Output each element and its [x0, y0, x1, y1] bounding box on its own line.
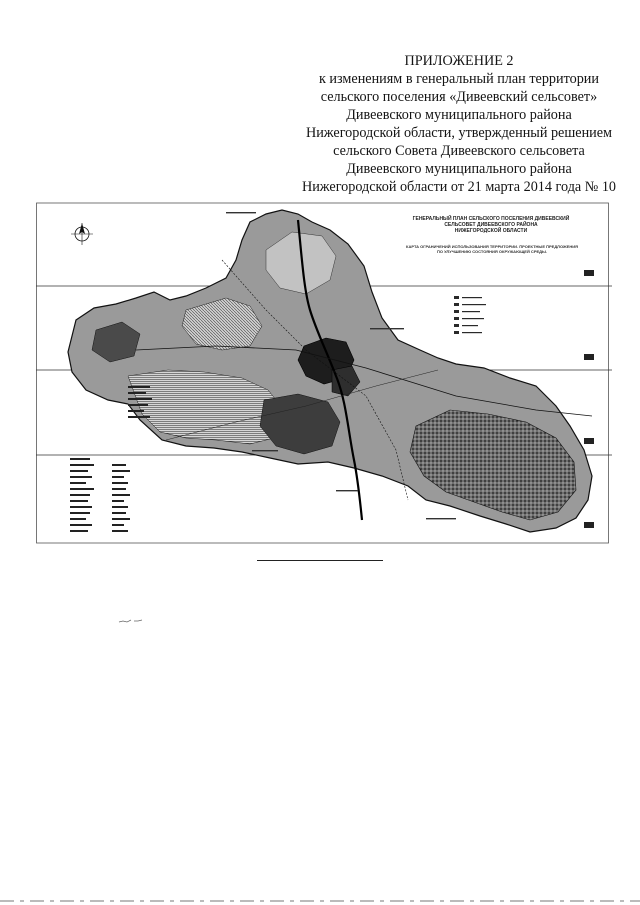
map-title: ГЕНЕРАЛЬНЫЙ ПЛАН СЕЛЬСКОГО ПОСЕЛЕНИЯ ДИВЕЕВСКИЙ СЕЛЬСОВЕТ ДИВЕЕВСКОГО РАЙОНА НИЖЕГОРОДСКОЙ ОБЛАСТИ: [412, 216, 570, 234]
scan-edge: [0, 899, 640, 903]
appendix-line: сельского Совета Дивеевского сельсовета: [333, 143, 585, 159]
appendix-line: к изменениям в генеральный план территории: [318, 71, 599, 87]
appendix-line: Дивеевского муниципального района: [346, 107, 572, 123]
appendix-line: Дивеевского муниципального района: [346, 161, 572, 177]
general-plan-map: [36, 200, 612, 545]
pen-mark: [118, 618, 148, 624]
appendix-line: сельского поселения «Дивеевский сельсовет»: [320, 89, 598, 105]
separator-rule: [257, 560, 383, 561]
appendix-header: [300, 52, 618, 196]
map-subtitle: КАРТА ОГРАНИЧЕНИЙ ИСПОЛЬЗОВАНИЯ ТЕРРИТОРИИ. ПРОЕКТНЫЕ ПРЕДЛОЖЕНИЯ ПО УЛУЧШЕНИЮ СОСТОЯНИЯ ОКРУЖАЮЩЕЙ СРЕДЫ.: [406, 244, 578, 254]
appendix-title: ПРИЛОЖЕНИЕ 2: [404, 53, 514, 69]
appendix-line: Нижегородской области от 21 марта 2014 года № 10: [301, 179, 617, 195]
appendix-line: Нижегородской области, утвержденный решением: [305, 125, 613, 141]
